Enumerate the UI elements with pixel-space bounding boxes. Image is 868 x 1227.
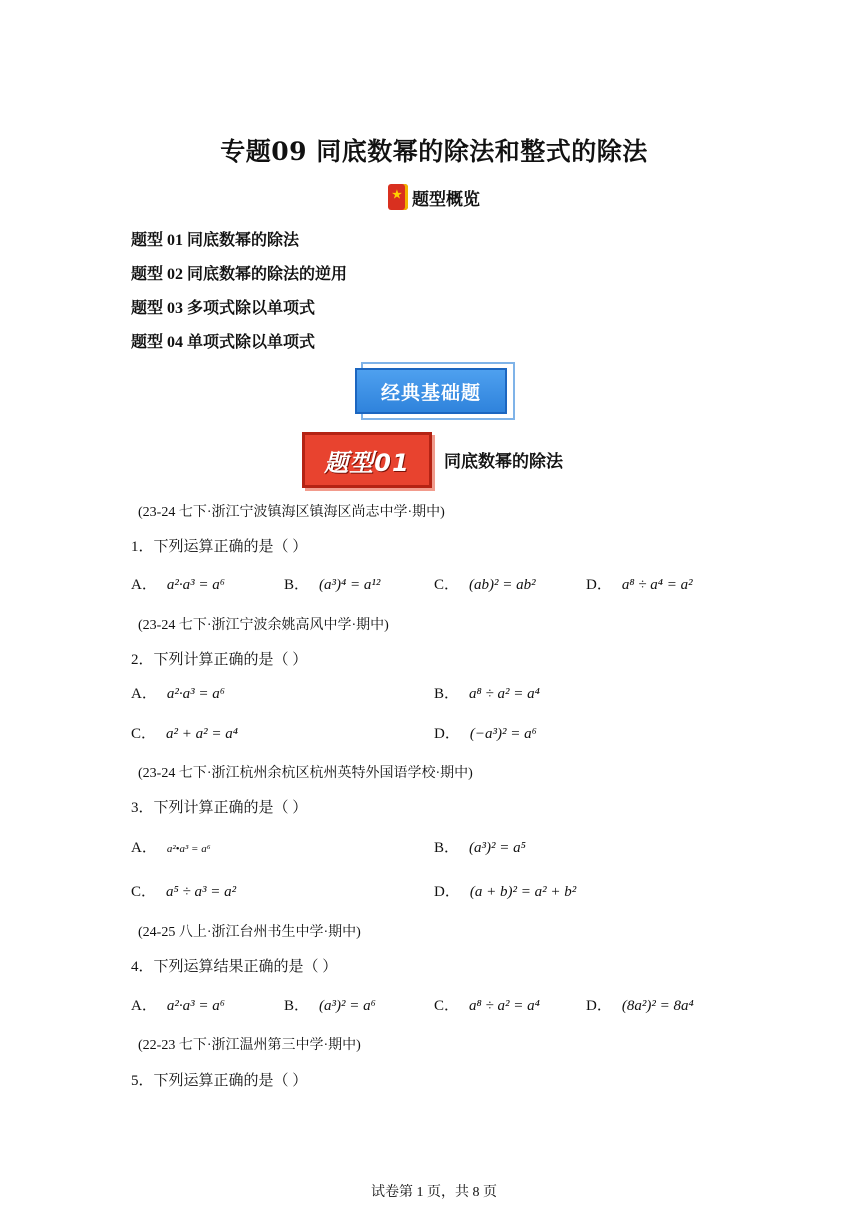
book-icon: ★ (388, 184, 408, 210)
question-source: (22-23 七下·浙江温州第三中学·期中) (138, 1038, 361, 1053)
option-letter: C． (434, 577, 460, 593)
option-c (131, 880, 236, 901)
overview-heading (0, 184, 868, 210)
toc-item-1: 题型 01 同底数幂的除法 (131, 232, 300, 249)
option-expr: a² + a² = a⁴ (166, 726, 238, 742)
question-source: (23-24 七下·浙江杭州余杭区杭州英特外国语学校·期中) (138, 766, 473, 781)
option-letter: D． (434, 884, 460, 900)
option-expr: a²·a³ = a⁶ (166, 998, 225, 1014)
option-letter: B． (284, 577, 310, 593)
page-footer: 试卷第 1 页，共 8 页 (371, 1185, 497, 1200)
option-expr: a⁵ ÷ a³ = a² (166, 884, 237, 900)
question-stem: 4．下列运算结果正确的是（ ） (131, 959, 338, 975)
option-d (586, 573, 693, 594)
option-expr: (a³)² = a⁶ (319, 998, 376, 1014)
question-stem: 2．下列计算正确的是（ ） (131, 652, 308, 668)
toc-item-4: 题型 04 单项式除以单项式 (131, 334, 316, 351)
option-expr: a⁸ ÷ a² = a⁴ (469, 686, 540, 702)
option-letter: D． (586, 998, 612, 1014)
question-stem: 3．下列计算正确的是（ ） (131, 800, 308, 816)
section-banner (355, 362, 513, 418)
option-c (434, 573, 536, 594)
type-badge: 题型01 (302, 432, 432, 488)
option-a (131, 836, 211, 857)
option-expr: (ab)² = ab² (469, 577, 536, 593)
option-d (434, 880, 576, 901)
option-expr: a²·a³ = a⁶ (166, 686, 225, 702)
option-letter: C． (131, 726, 157, 742)
option-letter: C． (434, 998, 460, 1014)
option-expr: a²•a³ = a⁶ (166, 843, 211, 855)
option-expr: a²·a³ = a⁶ (166, 577, 225, 593)
option-letter: A． (131, 998, 157, 1014)
question-source: (23-24 七下·浙江宁波余姚高风中学·期中) (138, 618, 389, 633)
option-letter: B． (284, 998, 310, 1014)
option-b (284, 994, 376, 1015)
option-c (131, 722, 238, 743)
type-badge-label: 同底数幂的除法 (444, 452, 563, 472)
toc-item-2: 题型 02 同底数幂的除法的逆用 (131, 266, 348, 283)
option-expr: (−a³)² = a⁶ (469, 726, 537, 742)
option-letter: A． (131, 686, 157, 702)
option-letter: D． (434, 726, 460, 742)
option-expr: (8a²)² = 8a⁴ (621, 998, 694, 1014)
option-expr: (a + b)² = a² + b² (469, 884, 577, 900)
question-source: (23-24 七下·浙江宁波镇海区镇海区尚志中学·期中) (138, 505, 445, 520)
option-letter: A． (131, 840, 157, 856)
option-d (434, 722, 537, 743)
option-expr: a⁸ ÷ a⁴ = a² (621, 577, 693, 593)
option-d (586, 994, 694, 1015)
option-letter: C． (131, 884, 157, 900)
option-expr: a⁸ ÷ a² = a⁴ (469, 998, 540, 1014)
page-title: 专题09 同底数幂的除法和整式的除法 (220, 137, 648, 166)
option-b (434, 836, 526, 857)
option-letter: B． (434, 840, 460, 856)
option-c (434, 994, 540, 1015)
option-letter: A． (131, 577, 157, 593)
question-stem: 1．下列运算正确的是（ ） (131, 539, 308, 555)
option-a (131, 682, 225, 703)
option-letter: D． (586, 577, 612, 593)
overview-label: 题型概览 (412, 189, 480, 210)
question-stem: 5．下列运算正确的是（ ） (131, 1073, 308, 1089)
option-a (131, 994, 225, 1015)
option-a (131, 573, 225, 594)
option-b (284, 573, 380, 594)
question-source: (24-25 八上·浙江台州书生中学·期中) (138, 925, 361, 940)
option-b (434, 682, 540, 703)
banner-label: 经典基础题 (355, 368, 507, 414)
toc-item-3: 题型 03 多项式除以单项式 (131, 300, 316, 317)
option-letter: B． (434, 686, 460, 702)
option-expr: (a³)⁴ = a¹² (319, 577, 381, 593)
option-expr: (a³)² = a⁵ (469, 840, 526, 856)
